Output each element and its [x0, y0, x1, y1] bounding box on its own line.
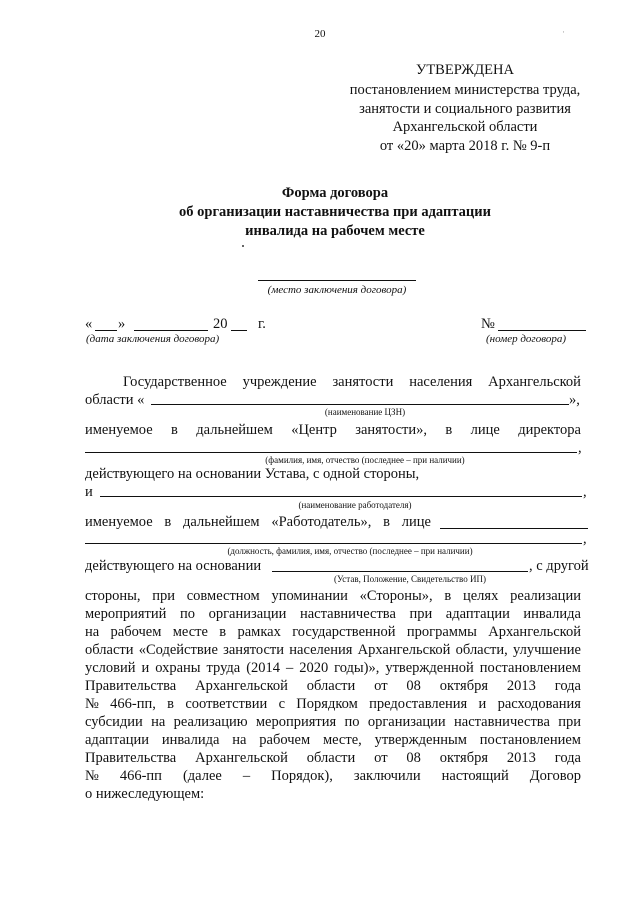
- position-comma: ,: [583, 531, 587, 547]
- word: рамках: [237, 624, 281, 640]
- czn-prefix: области «: [85, 392, 145, 408]
- word: 08: [406, 678, 421, 694]
- word: реализации: [510, 588, 581, 604]
- word: от: [374, 678, 388, 694]
- word: годы)»,: [334, 660, 380, 676]
- form-title-line: Форма договора: [281, 185, 389, 201]
- word: именуемое: [85, 514, 153, 530]
- word: в: [219, 624, 227, 640]
- word: субсидии: [85, 714, 143, 730]
- czn-suffix: »,: [569, 392, 580, 408]
- word: Правительства: [85, 678, 177, 694]
- word: Архангельской: [195, 678, 288, 694]
- word: при: [409, 606, 433, 622]
- word: дальнейшем: [196, 422, 273, 438]
- word: месте: [172, 624, 208, 640]
- paragraph-line: [85, 731, 581, 749]
- word: в: [164, 514, 172, 530]
- word: 2013: [506, 750, 536, 766]
- word: наставничества: [454, 714, 550, 730]
- word: «Стороны»,: [359, 588, 433, 604]
- word: Архангельской: [195, 750, 288, 766]
- date-caption: (дата заключения договора): [86, 333, 220, 345]
- word: организации: [367, 714, 446, 730]
- word: Архангельской: [488, 374, 581, 390]
- approval-line: от «20» марта 2018 г. № 9-п: [379, 138, 551, 154]
- date-year-suffix: г.: [258, 316, 266, 332]
- word: утвержденным: [374, 732, 467, 748]
- word: (2014: [246, 660, 281, 676]
- number-sign: №: [481, 316, 495, 332]
- word: области: [306, 678, 356, 694]
- word: постановлением: [479, 660, 581, 676]
- word: улучшение: [513, 642, 581, 658]
- basis-document-blank[interactable]: [272, 571, 528, 572]
- word: настоящий: [441, 768, 509, 784]
- word: «Содействие: [138, 642, 218, 658]
- date-year-blank[interactable]: [231, 330, 247, 331]
- word: адаптации: [85, 732, 150, 748]
- word: «Работодатель»,: [271, 514, 372, 530]
- paragraph-line: [85, 421, 581, 439]
- word: на: [151, 714, 166, 730]
- word: 08: [406, 750, 421, 766]
- corner-mark: ·: [562, 27, 565, 37]
- word: по: [179, 606, 195, 622]
- word: государственной: [292, 624, 396, 640]
- word: расходования: [497, 696, 581, 712]
- paragraph-line: [85, 749, 581, 767]
- word: при: [152, 588, 175, 604]
- page-number: 20: [314, 28, 326, 40]
- word: при: [558, 714, 581, 730]
- word: №: [85, 696, 99, 712]
- word: –: [242, 768, 251, 784]
- basis-caption: (Устав, Положение, Свидетельство ИП): [334, 574, 486, 584]
- employer-caption: (наименование работодателя): [298, 500, 412, 510]
- word: по: [344, 714, 360, 730]
- word: занятости»,: [355, 422, 428, 438]
- word: стороны,: [85, 588, 141, 604]
- director-caption: (фамилия, имя, отчество (последнее – при наличии): [265, 455, 465, 465]
- scan-speck: [242, 245, 244, 247]
- word: соответствии: [185, 696, 268, 712]
- paragraph-line: [85, 623, 581, 641]
- word: рабочем: [259, 732, 311, 748]
- word: области: [306, 750, 356, 766]
- paragraph-line: [85, 513, 431, 531]
- number-caption: (номер договора): [486, 333, 567, 345]
- word: утвержденной: [385, 660, 474, 676]
- word: инвалида: [161, 732, 220, 748]
- word: заключили: [353, 768, 421, 784]
- word: занятости: [223, 642, 285, 658]
- word: рабочем: [110, 624, 162, 640]
- director-name-blank[interactable]: [85, 452, 577, 453]
- word: на: [232, 732, 247, 748]
- word: октября: [439, 750, 489, 766]
- position-name-blank[interactable]: [85, 543, 582, 544]
- word: реализацию: [173, 714, 248, 730]
- word: №: [85, 768, 99, 784]
- word: (далее: [182, 768, 222, 784]
- paragraph-line: [85, 695, 581, 713]
- word: области: [85, 642, 134, 658]
- word: в: [444, 588, 452, 604]
- approval-line: Архангельской области: [392, 119, 538, 135]
- word: упоминании: [271, 588, 348, 604]
- word: Государственное: [123, 374, 227, 390]
- final-line: о нижеследующем:: [85, 786, 205, 802]
- approval-line: постановлением министерства труда,: [349, 82, 581, 98]
- position-caption: (должность, фамилия, имя, отчество (последнее – при наличии): [227, 546, 473, 556]
- word: с: [278, 696, 285, 712]
- word: директора: [518, 422, 581, 438]
- paragraph-line: [85, 605, 581, 623]
- paragraph-line: [123, 373, 581, 391]
- word: и: [141, 660, 150, 676]
- word: учреждение: [242, 374, 317, 390]
- word: в: [383, 514, 391, 530]
- and-word: и: [85, 484, 93, 500]
- word: адаптации: [445, 606, 510, 622]
- word: в: [445, 422, 453, 438]
- word: именуемое: [85, 422, 153, 438]
- word: постановлением: [479, 732, 581, 748]
- approval-line: занятости и социального развития: [359, 101, 571, 117]
- representative-blank[interactable]: [440, 528, 588, 529]
- word: на: [85, 624, 100, 640]
- word: –: [285, 660, 294, 676]
- word: 466-пп: [119, 768, 162, 784]
- date-close-quote: »: [118, 316, 126, 332]
- place-blank-line[interactable]: [258, 280, 416, 281]
- paragraph-line: [85, 677, 581, 695]
- date-day-blank[interactable]: [95, 330, 117, 331]
- word: совместном: [186, 588, 260, 604]
- word: Архангельской: [357, 642, 451, 658]
- acting-basis-end: , с другой: [529, 558, 589, 574]
- date-year-prefix: 20: [213, 316, 228, 332]
- word: Договор: [529, 768, 581, 784]
- word: и: [478, 696, 487, 712]
- place-caption: (место заключения договора): [267, 284, 407, 296]
- word: в: [167, 696, 175, 712]
- paragraph-line: [85, 641, 581, 659]
- word: Правительства: [85, 750, 177, 766]
- word: 2013: [506, 678, 536, 694]
- word: условий: [85, 660, 136, 676]
- form-title-line: об организации наставничества при адаптации: [179, 204, 491, 220]
- contract-number-blank[interactable]: [498, 330, 586, 331]
- form-title-line: инвалида на рабочем месте: [245, 223, 425, 239]
- approval-heading: УТВЕРЖДЕНА: [416, 62, 514, 78]
- date-month-blank[interactable]: [134, 330, 208, 331]
- paragraph-line: [85, 587, 581, 605]
- czn-name-blank[interactable]: [151, 404, 569, 405]
- word: целях: [462, 588, 499, 604]
- word: октября: [439, 678, 489, 694]
- paragraph-line: [85, 713, 581, 731]
- word: наставничества: [299, 606, 396, 622]
- word: года: [554, 750, 581, 766]
- paragraph-line: [85, 767, 581, 785]
- word: 466-пп,: [110, 696, 156, 712]
- word: инвалида: [523, 606, 581, 622]
- word: года: [554, 678, 581, 694]
- word: охраны: [155, 660, 201, 676]
- employer-name-blank[interactable]: [100, 496, 582, 497]
- word: программы: [406, 624, 477, 640]
- word: от: [374, 750, 388, 766]
- word: занятости: [332, 374, 394, 390]
- word: области,: [455, 642, 508, 658]
- word: Архангельской: [488, 624, 581, 640]
- word: населения: [289, 642, 353, 658]
- paragraph-line: [85, 659, 581, 677]
- word: предоставления: [369, 696, 468, 712]
- date-open-quote: «: [85, 316, 93, 332]
- word: мероприятия: [255, 714, 337, 730]
- word: дальнейшем: [183, 514, 260, 530]
- word: мероприятий: [85, 606, 167, 622]
- word: в: [171, 422, 178, 438]
- word: лице: [470, 422, 500, 438]
- acting-charter-line: действующего на основании Устава, с одной стороны,: [85, 466, 420, 482]
- acting-basis-start: действующего на основании: [85, 558, 262, 574]
- czn-caption: (наименование ЦЗН): [324, 407, 406, 417]
- word: 2020: [299, 660, 329, 676]
- word: лице: [401, 514, 431, 530]
- director-comma: ,: [578, 440, 582, 456]
- word: труда: [206, 660, 241, 676]
- word: организации: [208, 606, 287, 622]
- employer-comma: ,: [583, 484, 587, 500]
- word: Порядком: [296, 696, 358, 712]
- word: населения: [409, 374, 473, 390]
- word: Порядок),: [271, 768, 333, 784]
- word: месте,: [322, 732, 362, 748]
- word: «Центр: [291, 422, 337, 438]
